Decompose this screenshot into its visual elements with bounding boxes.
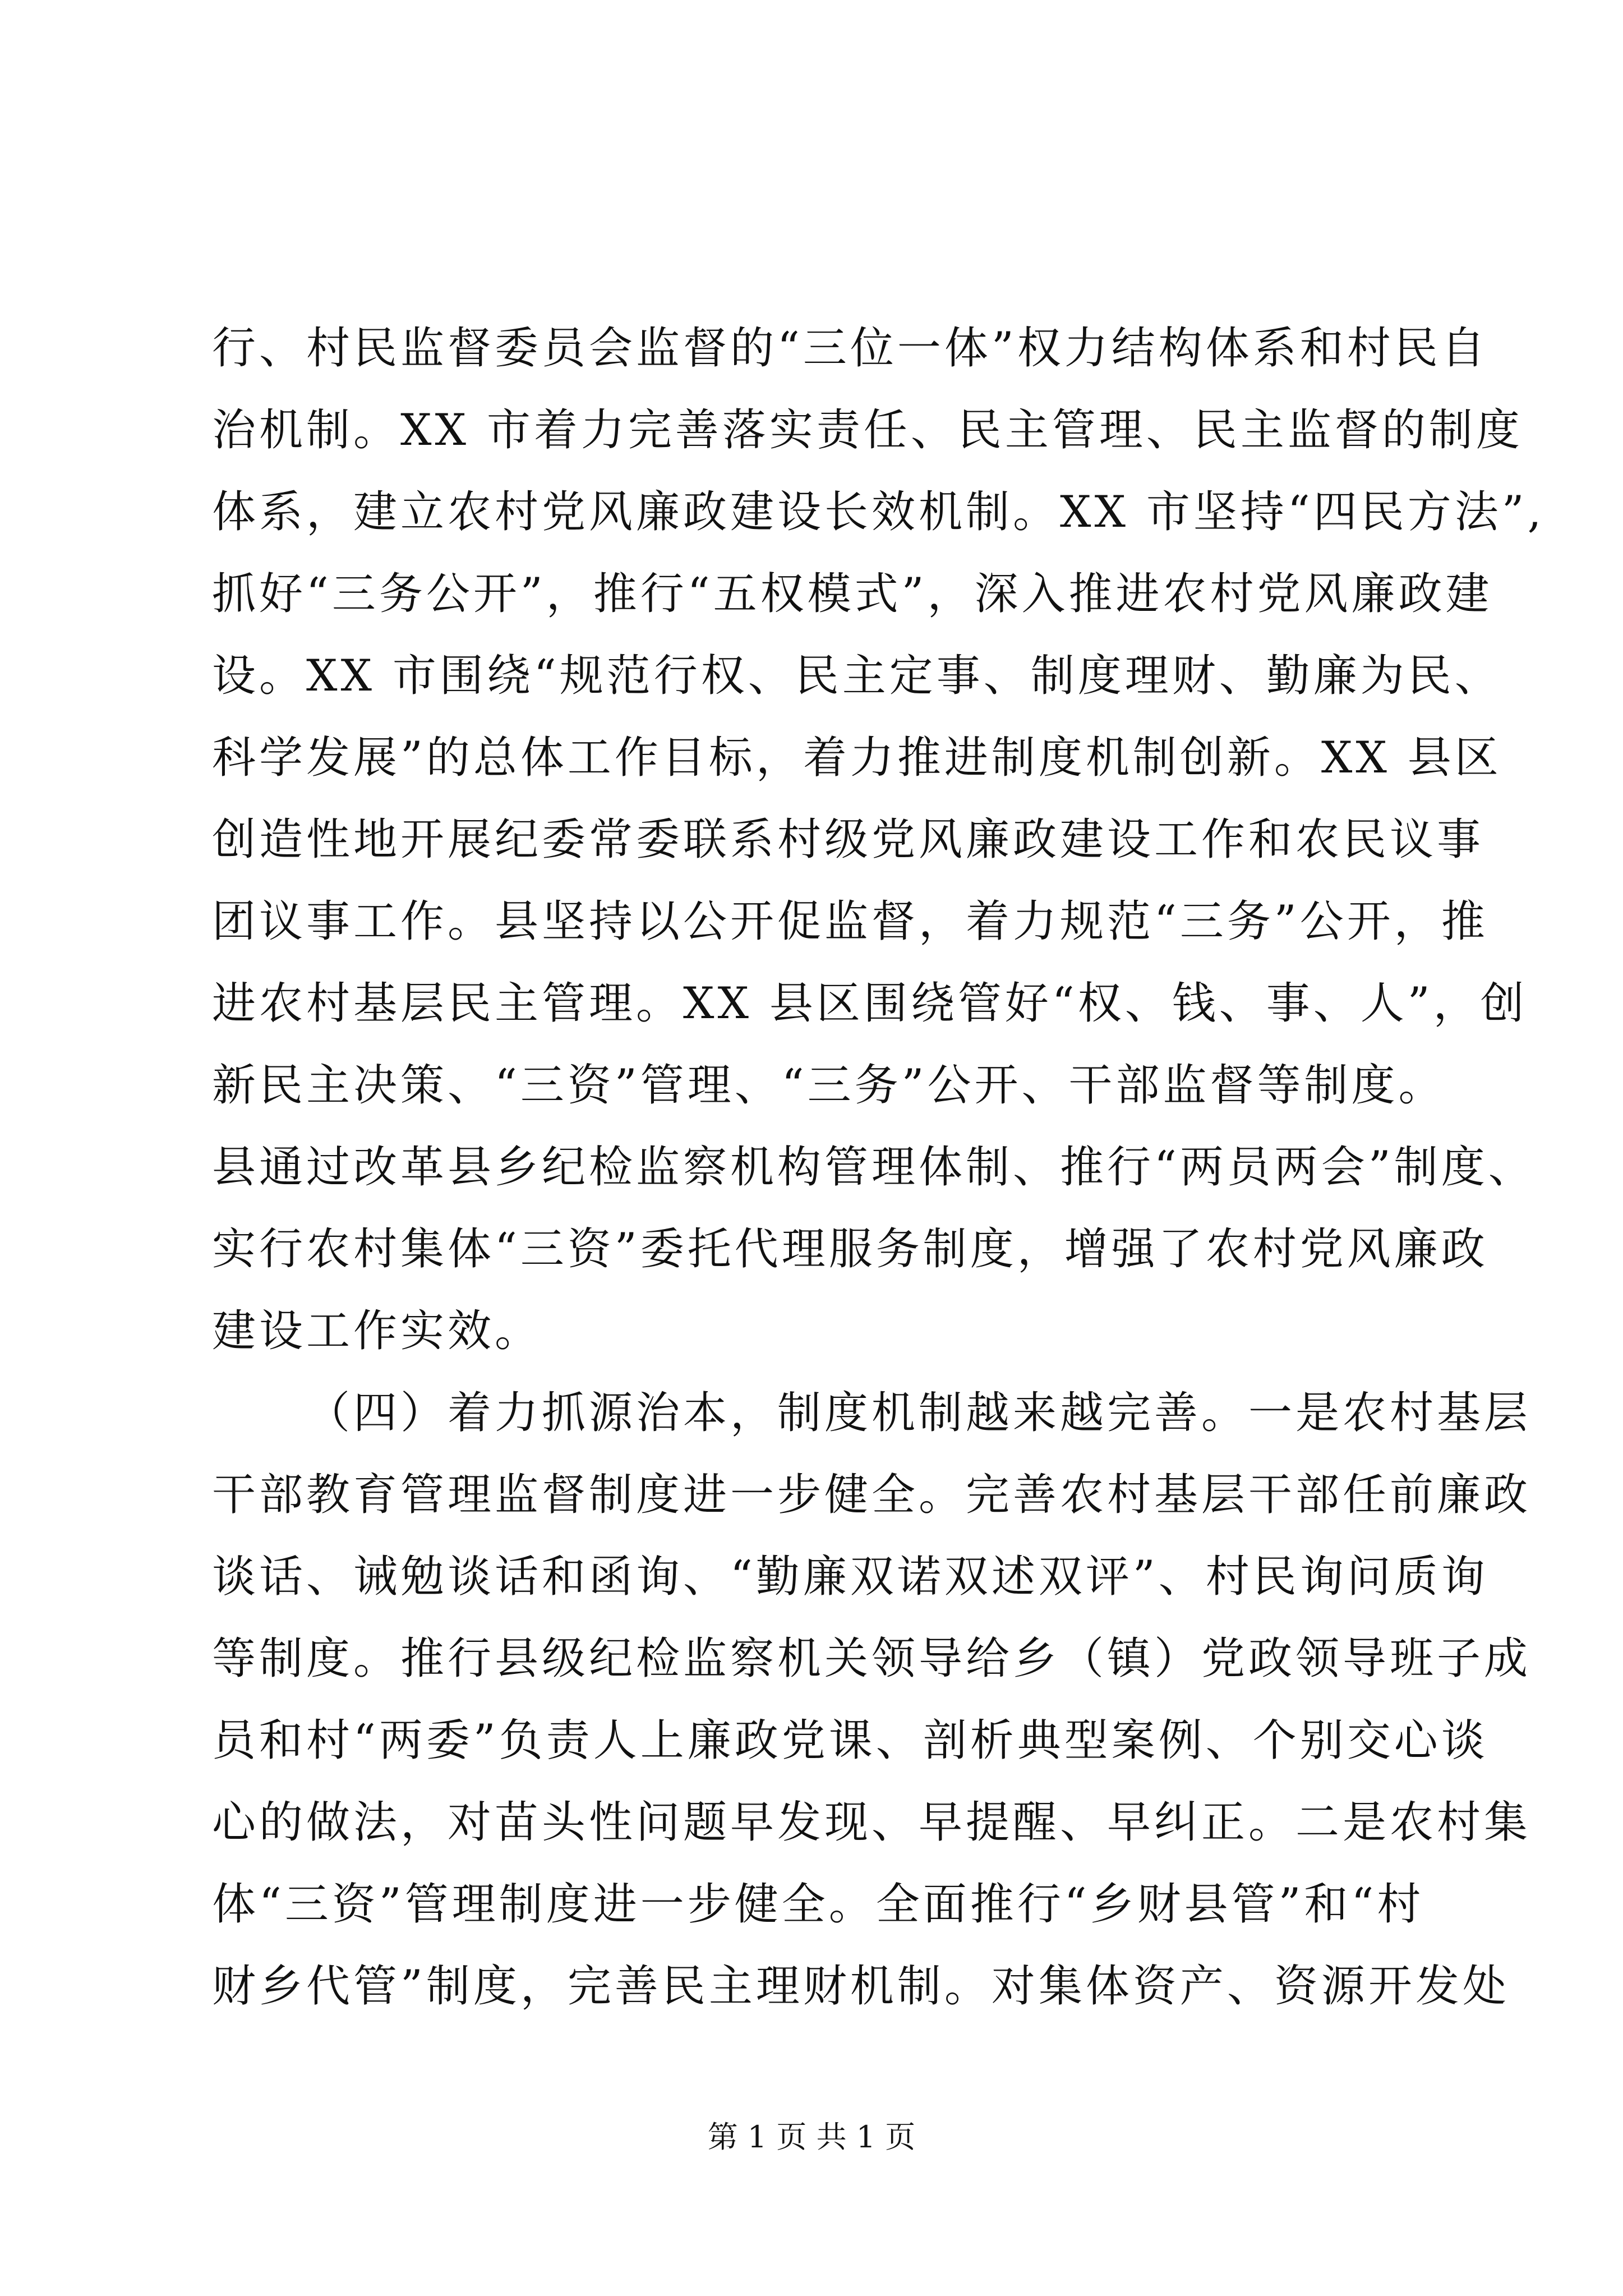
text-line: 设。XX 市围绕“规范行权、民主定事、制度理财、勤廉为民、 [212,651,1502,701]
text-line: 谈话、诫勉谈话和函询、“勤廉双诺双述双评”、村民询问质询 [212,1552,1488,1602]
page-footer [0,2115,1623,2160]
text-line: 创造性地开展纪委常委联系村级党风廉政建设工作和农民议事 [212,815,1484,865]
text-line: 新民主决策、“三资”管理、“三务”公开、干部监督等制度。 [212,1060,1446,1111]
text-line: 体系，建立农村党风廉政建设长效机制。XX 市坚持“四民方法”, [212,487,1545,537]
text-line: 进农村基层民主管理。XX 县区围绕管好“权、钱、事、人”，创 [212,978,1528,1029]
text-line: 建设工作实效。 [212,1306,542,1356]
text-line: 心的做法，对苗头性问题早发现、早提醒、早纠正。二是农村集 [212,1797,1532,1848]
text-line: 科学发展”的总体工作目标，着力推进制度机制创新。XX 县区 [212,733,1502,783]
page-number-label: 第 1 页 共 1 页 [707,2119,916,2155]
text-line: 抓好“三务公开”，推行“五权模式”，深入推进农村党风廉政建 [212,569,1493,619]
text-line: 财乡代管”制度，完善民主理财机制。对集体资产、资源开发处 [212,1961,1510,2012]
text-line: 等制度。推行县级纪检监察机关领导给乡（镇）党政领导班子成 [212,1634,1532,1684]
text-line: 行、村民监督委员会监督的“三位一体”权力结构体系和村民自 [212,323,1488,374]
document-body [212,307,1545,2027]
text-line: 员和村“两委”负责人上廉政党课、剖析典型案例、个别交心谈 [212,1715,1488,1766]
paragraph-start-line: （四）着力抓源治本，制度机制越来越完善。一是农村基层 [306,1388,1532,1438]
text-line: 实行农村集体“三资”委托代理服务制度，增强了农村党风廉政 [212,1224,1488,1274]
text-line: 干部教育管理监督制度进一步健全。完善农村基层干部任前廉政 [212,1470,1532,1520]
text-line: 体“三资”管理制度进一步健全。全面推行“乡财县管”和“村 [212,1879,1424,1930]
text-line: 团议事工作。县坚持以公开促监督，着力规范“三务”公开，推 [212,896,1488,947]
text-line: 治机制。XX 市着力完善落实责任、民主管理、民主监督的制度 [212,405,1523,455]
text-line: 县通过改革县乡纪检监察机构管理体制、推行“两员两会”制度、 [212,1142,1536,1193]
